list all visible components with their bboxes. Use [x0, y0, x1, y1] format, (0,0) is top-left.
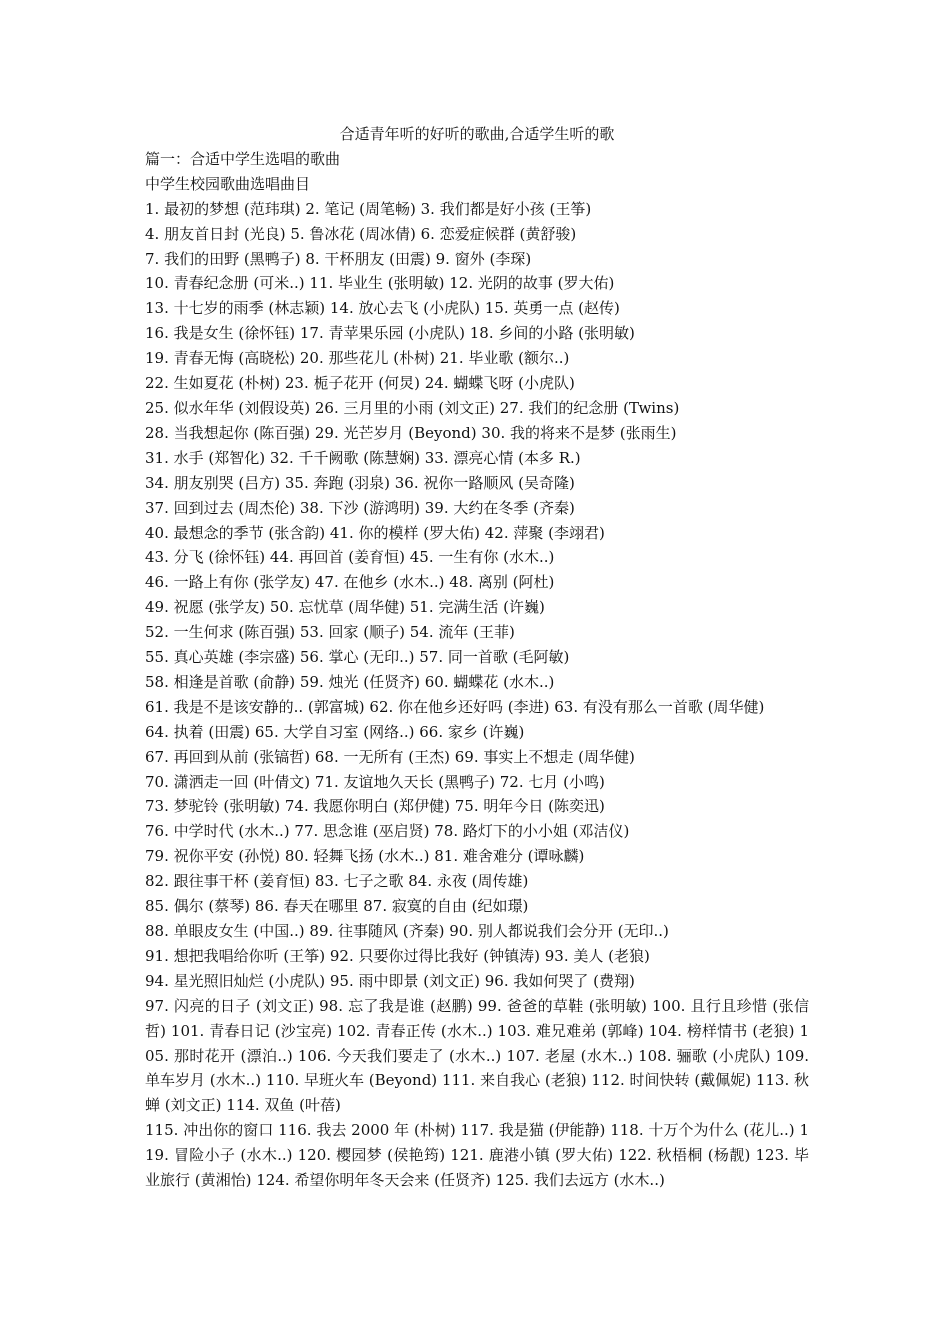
song-list-paragraph: 97. 闪亮的日子 (刘文正) 98. 忘了我是谁 (赵鹏) 99. 爸爸的草鞋 (张明敏) 100. 且行且珍惜 (张信哲) 101. 青春日记 (沙宝亮) 102. 青春正传 (水木..) 103. 难兄难弟 (郭峰) 104. 榜样情书 (老狼) 105. 那时花开 (漂泊..) 106. 今天我们要走了 (水木..) 107. 老屋 (水木..) 108. 骊歌 (小虎队) 109. 单车岁月 (水木..) 110. 早班火车 (Beyond) 111. 来自我心 (老狼) 112. 时间快转 (戴佩妮) 113. 秋蝉 (刘文正) 114. 双鱼 (叶蓓)	[145, 996, 809, 1115]
song-list-paragraph: 49. 祝愿 (张学友) 50. 忘忧草 (周华健) 51. 完满生活 (许巍)	[145, 598, 545, 617]
song-list-paragraph: 7. 我们的田野 (黑鸭子) 8. 干杯朋友 (田震) 9. 窗外 (李琛)	[145, 249, 532, 268]
song-list-paragraph: 40. 最想念的季节 (张含韵) 41. 你的模样 (罗大佑) 42. 萍聚 (李翊君)	[145, 523, 605, 542]
song-list-paragraph: 1. 最初的梦想 (范玮琪) 2. 笔记 (周笔畅) 3. 我们都是好小孩 (王筝)	[145, 199, 592, 218]
song-list-paragraph: 88. 单眼皮女生 (中国..) 89. 往事随风 (齐秦) 90. 别人都说我们会分开 (无印..)	[145, 922, 669, 940]
song-list-paragraph: 22. 生如夏花 (朴树) 23. 栀子花开 (何炅) 24. 蝴蝶飞呀 (小虎队)	[145, 374, 575, 393]
song-list-paragraph: 73. 梦驼铃 (张明敏) 74. 我愿你明白 (郑伊健) 75. 明年今日 (陈奕迅)	[145, 797, 605, 816]
song-list-paragraph: 16. 我是女生 (徐怀钰) 17. 青苹果乐园 (小虎队) 18. 乡间的小路 (张明敏)	[145, 324, 635, 343]
song-list-paragraph: 85. 偶尔 (蔡琴) 86. 春天在哪里 87. 寂寞的自由 (纪如璟)	[145, 897, 529, 916]
song-list-paragraph: 46. 一路上有你 (张学友) 47. 在他乡 (水木..) 48. 离别 (阿杜)	[145, 573, 555, 592]
document-title: 合适青年听的好听的歌曲,合适学生听的歌	[339, 125, 615, 143]
song-list-paragraph: 64. 执着 (田震) 65. 大学自习室 (网络..) 66. 家乡 (许巍)	[145, 722, 525, 741]
song-list-paragraph: 25. 似水年华 (刘假设英) 26. 三月里的小雨 (刘文正) 27. 我们的纪念册 (Twins)	[145, 398, 680, 417]
section-heading: 篇一：合适中学生选唱的歌曲	[145, 149, 341, 168]
song-list-paragraph: 13. 十七岁的雨季 (林志颖) 14. 放心去飞 (小虎队) 15. 英勇一点 (赵传)	[145, 299, 620, 318]
song-list-paragraph: 58. 相逢是首歌 (俞静) 59. 烛光 (任贤齐) 60. 蝴蝶花 (水木..)	[145, 672, 555, 691]
song-list-paragraph: 52. 一生何求 (陈百强) 53. 回家 (顺子) 54. 流年 (王菲)	[145, 623, 515, 642]
song-list-paragraph: 91. 想把我唱给你听 (王筝) 92. 只要你过得比我好 (钟镇涛) 93. 美人 (老狼)	[145, 946, 650, 965]
song-list-paragraph: 76. 中学时代 (水木..) 77. 思念谁 (巫启贤) 78. 路灯下的小小姐 (邓洁仪)	[145, 822, 630, 841]
document-page	[145, 122, 809, 1193]
song-list-paragraph: 10. 青春纪念册 (可米..) 11. 毕业生 (张明敏) 12. 光阴的故事 (罗大佑)	[145, 274, 615, 293]
song-list-paragraph: 37. 回到过去 (周杰伦) 38. 下沙 (游鸿明) 39. 大约在冬季 (齐秦)	[145, 498, 575, 517]
song-list-paragraph: 28. 当我想起你 (陈百强) 29. 光芒岁月 (Beyond) 30. 我的将来不是梦 (张雨生)	[145, 423, 677, 442]
song-list-paragraph: 61. 我是不是该安静的.. (郭富城) 62. 你在他乡还好吗 (李进) 63. 有没有那么一首歌 (周华健)	[145, 697, 765, 716]
song-list-paragraph: 34. 朋友别哭 (吕方) 35. 奔跑 (羽泉) 36. 祝你一路顺风 (吴奇隆)	[145, 473, 575, 492]
song-list-paragraph: 19. 青春无悔 (高晓松) 20. 那些花儿 (朴树) 21. 毕业歌 (额尔..)	[145, 349, 570, 368]
song-list-paragraph: 79. 祝你平安 (孙悦) 80. 轻舞飞扬 (水木..) 81. 难舍难分 (谭咏麟)	[145, 847, 585, 866]
song-list-paragraph: 55. 真心英雄 (李宗盛) 56. 掌心 (无印..) 57. 同一首歌 (毛阿敏)	[145, 648, 570, 667]
song-list-paragraph: 94. 星光照旧灿烂 (小虎队) 95. 雨中即景 (刘文正) 96. 我如何哭了 (费翔)	[145, 971, 635, 990]
song-list-paragraph: 4. 朋友首日封 (光良) 5. 鲁冰花 (周冰倩) 6. 恋爱症候群 (黄舒骏)	[145, 224, 577, 243]
subheading: 中学生校园歌曲选唱曲目	[145, 174, 311, 193]
song-list-paragraph: 43. 分飞 (徐怀钰) 44. 再回首 (姜育恒) 45. 一生有你 (水木..)	[145, 548, 555, 567]
song-list-paragraph: 82. 跟往事干杯 (姜育恒) 83. 七子之歌 84. 永夜 (周传雄)	[145, 872, 529, 891]
song-list-paragraph: 70. 潇洒走一回 (叶倩文) 71. 友谊地久天长 (黑鸭子) 72. 七月 (小鸣)	[145, 772, 605, 791]
song-list-paragraph: 115. 冲出你的窗口 116. 我去 2000 年 (朴树) 117. 我是猫 (伊能静) 118. 十万个为什么 (花儿..) 119. 冒险小子 (水木..) 120. 樱园梦 (侯艳筠) 121. 鹿港小镇 (罗大佑) 122. 秋梧桐 (杨靓) 123. 毕业旅行 (黄湘怡) 124. 希望你明年冬天会来 (任贤齐) 125. 我们去远方 (水木..)	[145, 1121, 809, 1190]
song-list-paragraph: 31. 水手 (郑智化) 32. 千千阙歌 (陈慧娴) 33. 漂亮心情 (本多 R.)	[145, 448, 581, 467]
song-list-paragraph: 67. 再回到从前 (张镐哲) 68. 一无所有 (王杰) 69. 事实上不想走 (周华健)	[145, 747, 635, 766]
